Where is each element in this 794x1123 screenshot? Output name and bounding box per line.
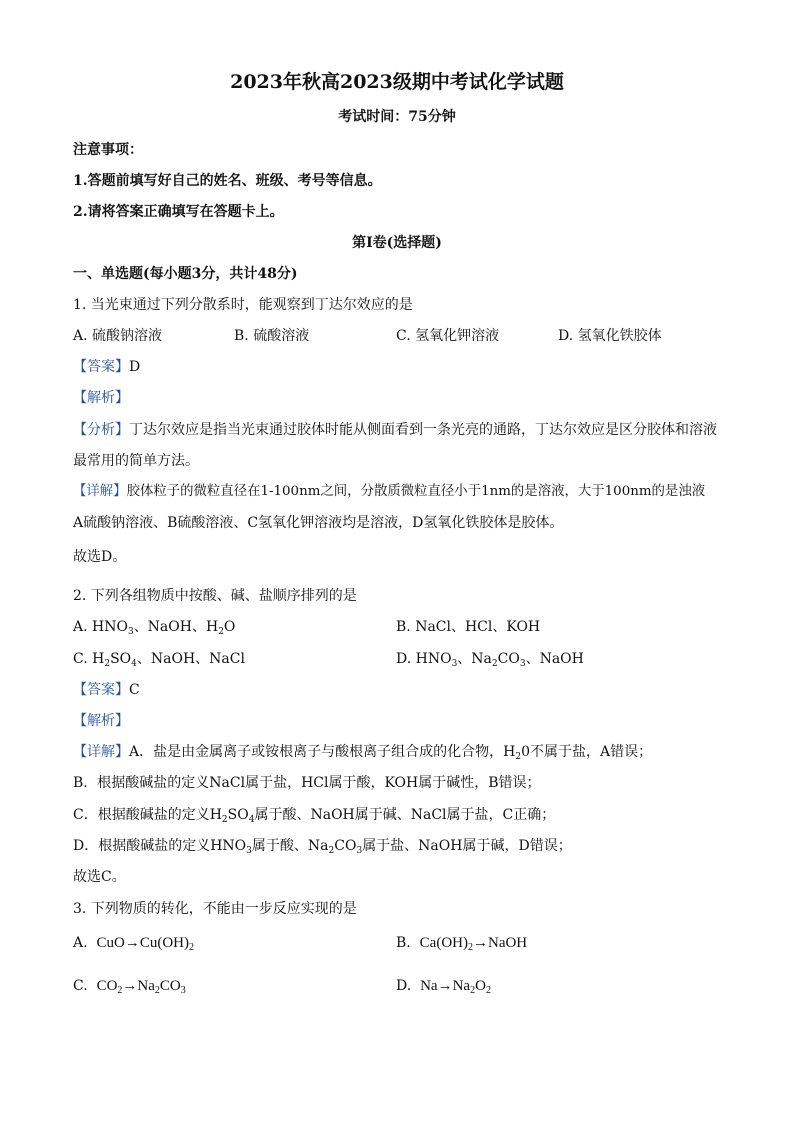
subscript: 3 <box>127 627 134 637</box>
text: CO <box>334 838 357 854</box>
arrow-icon: → <box>472 935 488 951</box>
subscript: 3 <box>246 846 252 856</box>
subscript: 2 <box>515 752 522 762</box>
fenxi-label: 【分析】 <box>73 422 129 438</box>
notice-heading: 注意事项： <box>73 142 143 158</box>
document-title: 2023年秋高2023级期中考试化学试题 <box>230 71 564 93</box>
text: 、NaOH、H <box>133 619 219 635</box>
q2-option-d <box>396 650 584 668</box>
text: Na <box>420 978 438 994</box>
q2-conclusion: 故选C。 <box>73 869 126 885</box>
arrow-icon: → <box>124 935 140 951</box>
text: C．根据酸碱盐的定义H <box>73 807 222 823</box>
text: CO <box>96 978 118 994</box>
q2-detail-a <box>73 743 652 761</box>
text: 属于盐、NaOH属于碱，D错误； <box>362 838 572 854</box>
option-label: B. <box>396 935 411 951</box>
text: CuO <box>96 935 125 951</box>
q2-detail-c <box>73 806 555 824</box>
subscript: 3 <box>451 659 458 669</box>
option-label: A. <box>73 935 88 951</box>
q2-analysis-label: 【解析】 <box>73 713 129 729</box>
text: 0不属于盐，A错误； <box>521 744 653 760</box>
q3-option-c <box>73 977 186 995</box>
q2-answer <box>73 681 140 699</box>
q1-option-c: C. 氢氧化钾溶液 <box>396 328 500 344</box>
subscript: 3 <box>180 985 186 996</box>
option-label: C. <box>73 978 88 994</box>
q1-detail <box>73 483 705 501</box>
text: 属于酸、Na <box>251 838 329 854</box>
notice-item-2: 2.请将答案正确填写在答题卡上。 <box>73 204 284 220</box>
q1-answer <box>73 358 140 376</box>
text: SO <box>110 651 132 667</box>
subscript: 2 <box>221 815 228 825</box>
q2-stem: 2. 下列各组物质中按酸、碱、盐顺序排列的是 <box>73 588 357 604</box>
subscript: 4 <box>131 659 137 669</box>
text: A．盐是由金属离子或铵根离子与酸根离子组合成的化合物，H <box>129 744 516 760</box>
text: CO <box>159 978 181 994</box>
q2-option-b: B. NaCl、HCl、KOH <box>396 619 541 635</box>
answer-label: 【答案】 <box>73 359 129 375</box>
q3-option-a <box>73 934 194 952</box>
detail-text: 胶体粒子的微粒直径在1-100nm之间，分散质微粒直径小于1nm的是溶液，大于100nm的是浊液 <box>126 484 706 499</box>
q3-stem: 3. 下列物质的转化，不能由一步反应实现的是 <box>73 901 357 917</box>
q3-option-d <box>396 977 491 995</box>
q2-option-a <box>73 618 235 636</box>
notice-item-1: 1.答题前填写好自己的姓名、班级、考号等信息。 <box>73 173 382 189</box>
text: A. HNO <box>73 619 128 635</box>
option-label: D. <box>396 978 412 994</box>
text: D. HNO <box>396 651 452 667</box>
text: 、Na <box>457 651 492 667</box>
detail-label: 【详解】 <box>73 484 127 499</box>
text: SO <box>227 807 249 823</box>
part-heading: 一、单选题(每小题3分，共计48分) <box>73 266 298 282</box>
subscript: 2 <box>485 985 491 996</box>
text: Cu(OH) <box>139 935 189 951</box>
text: CO <box>497 651 520 667</box>
arrow-icon: → <box>122 978 138 994</box>
text: D．根据酸碱盐的定义HNO <box>73 838 247 854</box>
subscript: 2 <box>328 846 335 856</box>
answer-label: 【答案】 <box>73 682 129 698</box>
text: Ca(OH) <box>419 935 468 951</box>
subscript: 2 <box>218 627 224 637</box>
arrow-icon: → <box>437 978 453 994</box>
text: NaOH <box>487 935 528 951</box>
q1-conclusion: 故选D。 <box>73 549 127 565</box>
text: 、NaOH、NaCl <box>136 651 245 667</box>
answer-value: C <box>129 682 140 698</box>
subscript: 2 <box>491 659 498 669</box>
q2-detail-d <box>73 837 572 855</box>
text: 属于酸、NaOH属于碱、NaCl属于盐，C正确； <box>254 807 556 823</box>
text: C. H <box>73 651 105 667</box>
q1-fenxi <box>73 421 717 439</box>
subscript: 2 <box>154 985 160 996</box>
fenxi-text: 丁达尔效应是指当光束通过胶体时能从侧面看到一条光亮的通路，丁达尔效应是区分胶体和溶液 <box>129 422 717 438</box>
subscript: 2 <box>188 942 194 953</box>
text: Na <box>137 978 155 994</box>
subscript: 2 <box>104 659 111 669</box>
text: O <box>475 978 486 994</box>
q2-detail-b: B．根据酸碱盐的定义NaCl属于盐，HCl属于酸，KOH属于碱性，B错误； <box>73 775 541 791</box>
q1-option-b: B. 硫酸溶液 <box>234 328 310 344</box>
detail-label: 【详解】 <box>73 744 129 760</box>
q1-analysis-label: 【解析】 <box>73 390 129 406</box>
text: Na <box>452 978 471 994</box>
section-title: 第I卷(选择题) <box>352 235 442 251</box>
subscript: 2 <box>467 942 473 953</box>
q1-stem: 1. 当光束通过下列分散系时，能观察到丁达尔效应的是 <box>73 297 413 313</box>
q1-fenxi-line2: 最常用的简单方法。 <box>73 453 199 469</box>
q1-detail-line2: A硫酸钠溶液、B硫酸溶液、C氢氧化钾溶液均是溶液，D氢氧化铁胶体是胶体。 <box>73 515 564 531</box>
q2-option-c <box>73 650 245 668</box>
answer-value: D <box>129 359 141 375</box>
q1-option-a: A. 硫酸钠溶液 <box>73 328 163 344</box>
subscript: 3 <box>519 659 526 669</box>
text: O <box>223 619 236 635</box>
text: 、NaOH <box>525 651 584 667</box>
q3-option-b <box>396 934 527 952</box>
q1-option-d: D. 氢氧化铁胶体 <box>558 328 662 344</box>
subscript: 2 <box>117 985 123 996</box>
subscript: 3 <box>356 846 363 856</box>
exam-time: 考试时间：75分钟 <box>338 109 456 125</box>
subscript: 2 <box>470 985 476 996</box>
subscript: 4 <box>248 815 255 825</box>
